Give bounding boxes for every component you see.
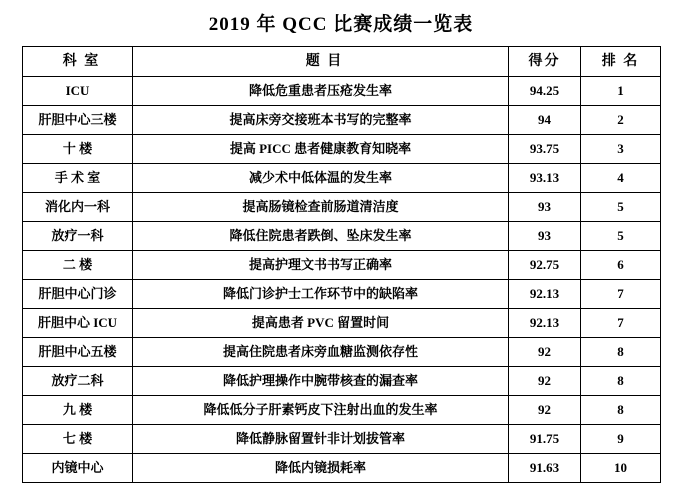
cell-rank: 2 (581, 106, 661, 135)
cell-rank: 9 (581, 425, 661, 454)
table-row (23, 425, 661, 454)
cell-rank: 4 (581, 164, 661, 193)
cell-topic: 降低静脉留置针非计划拔管率 (133, 425, 509, 454)
cell-topic: 提高护理文书书写正确率 (133, 251, 509, 280)
cell-topic: 提高肠镜检查前肠道清洁度 (133, 193, 509, 222)
cell-score: 93.75 (509, 135, 581, 164)
cell-department: ICU (23, 77, 133, 106)
table-row (23, 164, 661, 193)
cell-rank: 8 (581, 396, 661, 425)
cell-department: 内镜中心 (23, 454, 133, 483)
cell-rank: 8 (581, 367, 661, 396)
cell-score: 93.13 (509, 164, 581, 193)
table-row (23, 222, 661, 251)
cell-rank: 5 (581, 222, 661, 251)
cell-topic: 降低危重患者压疮发生率 (133, 77, 509, 106)
cell-score: 93 (509, 193, 581, 222)
cell-topic: 降低内镜损耗率 (133, 454, 509, 483)
cell-rank: 8 (581, 338, 661, 367)
column-header-department: 科 室 (23, 47, 133, 77)
cell-department: 放疗二科 (23, 367, 133, 396)
table-header-row (23, 47, 661, 77)
cell-department: 二 楼 (23, 251, 133, 280)
cell-score: 91.63 (509, 454, 581, 483)
cell-score: 92.75 (509, 251, 581, 280)
table-header (23, 47, 661, 77)
cell-score: 92 (509, 338, 581, 367)
cell-topic: 提高床旁交接班本书写的完整率 (133, 106, 509, 135)
cell-rank: 7 (581, 280, 661, 309)
cell-department: 手 术 室 (23, 164, 133, 193)
cell-department: 九 楼 (23, 396, 133, 425)
cell-topic: 提高住院患者床旁血糖监测依存性 (133, 338, 509, 367)
table-row (23, 193, 661, 222)
cell-department: 肝胆中心门诊 (23, 280, 133, 309)
cell-score: 92.13 (509, 309, 581, 338)
cell-rank: 7 (581, 309, 661, 338)
cell-rank: 3 (581, 135, 661, 164)
page-title: 2019 年 QCC 比赛成绩一览表 (208, 14, 474, 35)
cell-rank: 1 (581, 77, 661, 106)
cell-department: 肝胆中心五楼 (23, 338, 133, 367)
table-row (23, 454, 661, 483)
cell-score: 92.13 (509, 280, 581, 309)
cell-department: 消化内一科 (23, 193, 133, 222)
table-row (23, 309, 661, 338)
table-row (23, 106, 661, 135)
table-body (23, 77, 661, 483)
table-row (23, 77, 661, 106)
table-row (23, 280, 661, 309)
cell-department: 放疗一科 (23, 222, 133, 251)
table-row (23, 367, 661, 396)
column-header-score: 得分 (509, 47, 581, 77)
cell-topic: 提高 PICC 患者健康教育知晓率 (133, 135, 509, 164)
cell-department: 十 楼 (23, 135, 133, 164)
cell-topic: 降低护理操作中腕带核查的漏查率 (133, 367, 509, 396)
cell-rank: 6 (581, 251, 661, 280)
cell-topic: 减少术中低体温的发生率 (133, 164, 509, 193)
cell-rank: 5 (581, 193, 661, 222)
cell-score: 91.75 (509, 425, 581, 454)
cell-topic: 降低门诊护士工作环节中的缺陷率 (133, 280, 509, 309)
cell-department: 肝胆中心三楼 (23, 106, 133, 135)
cell-department: 七 楼 (23, 425, 133, 454)
cell-score: 93 (509, 222, 581, 251)
column-header-topic: 题 目 (133, 47, 509, 77)
table-row (23, 396, 661, 425)
cell-rank: 10 (581, 454, 661, 483)
table-row (23, 251, 661, 280)
cell-score: 92 (509, 367, 581, 396)
table-row (23, 338, 661, 367)
cell-topic: 降低住院患者跌倒、坠床发生率 (133, 222, 509, 251)
cell-score: 94.25 (509, 77, 581, 106)
cell-score: 94 (509, 106, 581, 135)
table-row (23, 135, 661, 164)
qcc-score-table (22, 46, 661, 483)
cell-topic: 提高患者 PVC 留置时间 (133, 309, 509, 338)
cell-topic: 降低低分子肝素钙皮下注射出血的发生率 (133, 396, 509, 425)
cell-department: 肝胆中心 ICU (23, 309, 133, 338)
column-header-rank: 排 名 (581, 47, 661, 77)
cell-score: 92 (509, 396, 581, 425)
